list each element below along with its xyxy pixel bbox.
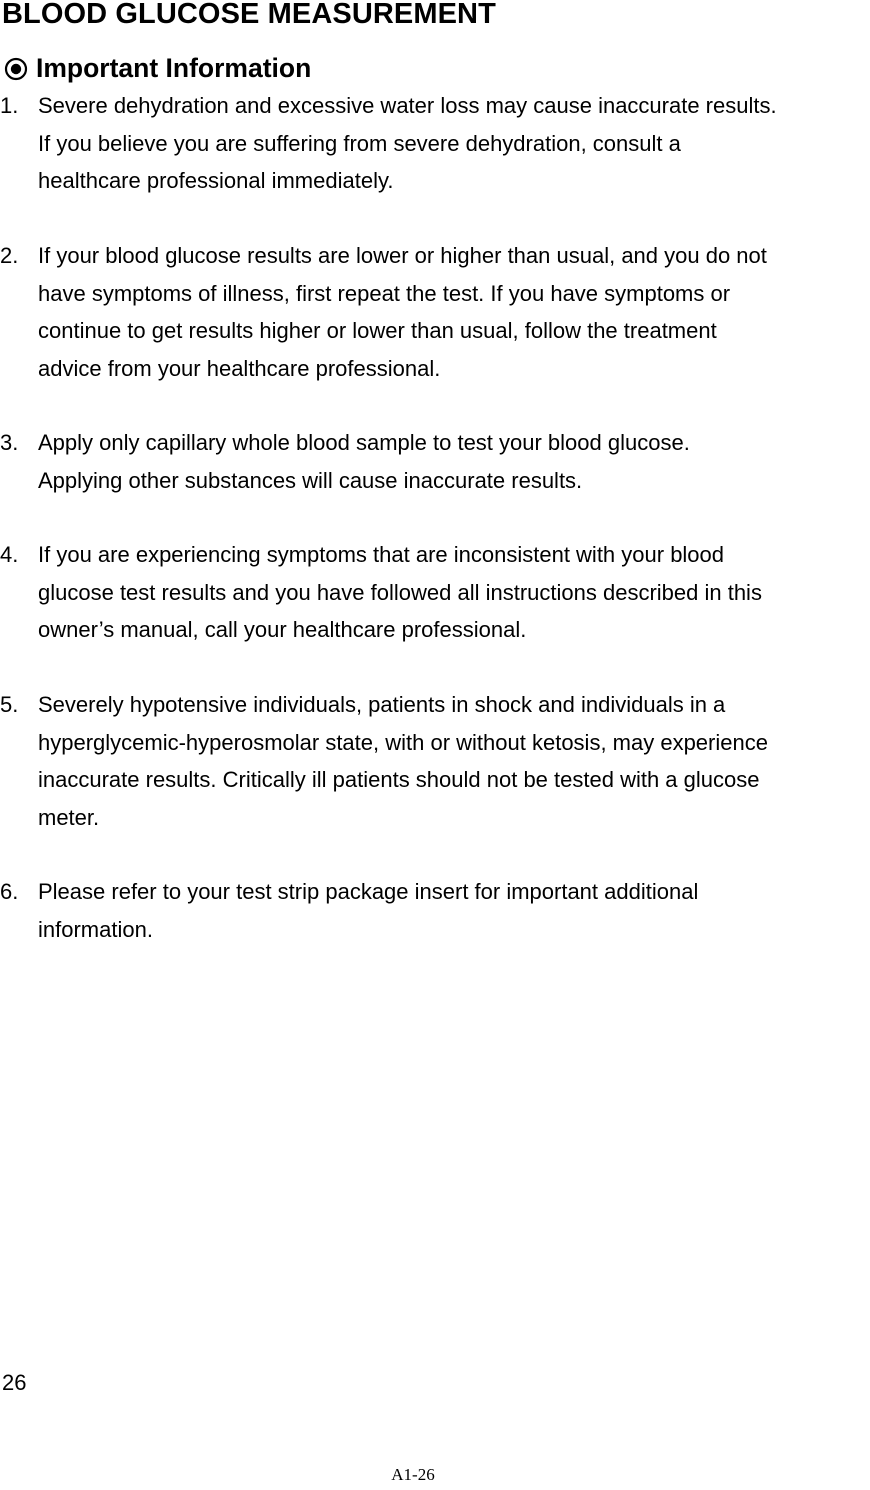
text-line: If your blood glucose results are lower or higher than usual, and you do not: [38, 243, 767, 268]
list-item-4: [0, 536, 870, 649]
text-line: meter.: [38, 804, 100, 830]
list-item-text: [38, 873, 870, 948]
text-line: healthcare professional immediately.: [38, 168, 394, 193]
text-line: If you believe you are suffering from severe dehydration, consult a: [38, 130, 681, 156]
page-number: 26: [2, 1370, 27, 1395]
list-item-number: 3.: [0, 430, 19, 455]
text-line: information.: [38, 916, 153, 942]
text-line: Please refer to your test strip package insert for important additional: [38, 879, 699, 904]
text-line: have symptoms of illness, first repeat the test. If you have symptoms or: [38, 280, 731, 306]
page-title: BLOOD GLUCOSE MEASUREMENT: [2, 0, 496, 30]
text-line: continue to get results higher or lower than usual, follow the treatment: [38, 318, 717, 343]
text-line: Severely hypotensive individuals, patients in shock and individuals in a: [38, 692, 726, 717]
list-item-number: 6.: [0, 879, 19, 904]
text-line: Apply only capillary whole blood sample to test your blood glucose.: [38, 430, 690, 455]
list-item-number: 2.: [0, 243, 19, 268]
text-line: If you are experiencing symptoms that are inconsistent with your blood: [38, 542, 725, 567]
list-item-number: 1.: [0, 93, 19, 118]
list-item-3: [0, 424, 870, 499]
text-line: Applying other substances will cause inaccurate results.: [38, 467, 583, 493]
section-heading: [4, 53, 311, 84]
list-item-6: [0, 873, 870, 948]
list-item-5: [0, 686, 870, 836]
text-line: owner’s manual, call your healthcare professional.: [38, 617, 527, 642]
text-line: glucose test results and you have followed all instructions described in this: [38, 579, 762, 605]
list-item-text: [38, 87, 870, 200]
list-item-1: [0, 87, 870, 200]
list-item-text: [38, 237, 870, 387]
list-item-number: 4.: [0, 542, 19, 567]
bullseye-icon: [4, 57, 28, 81]
list-item-2: [0, 237, 870, 387]
text-line: hyperglycemic-hyperosmolar state, with or without ketosis, may experience: [38, 729, 768, 755]
list-item-text: [38, 686, 870, 836]
list-item-number: 5.: [0, 692, 19, 717]
list-item-text: [38, 536, 870, 649]
text-line: advice from your healthcare professional.: [38, 355, 441, 381]
text-line: Severe dehydration and excessive water loss may cause inaccurate results.: [38, 93, 777, 118]
footer-code: A1-26: [391, 1465, 435, 1484]
list-item-text: [38, 424, 870, 499]
text-line: inaccurate results. Critically ill patients should not be tested with a glucose: [38, 767, 760, 792]
section-heading-text: Important Information: [36, 53, 312, 83]
